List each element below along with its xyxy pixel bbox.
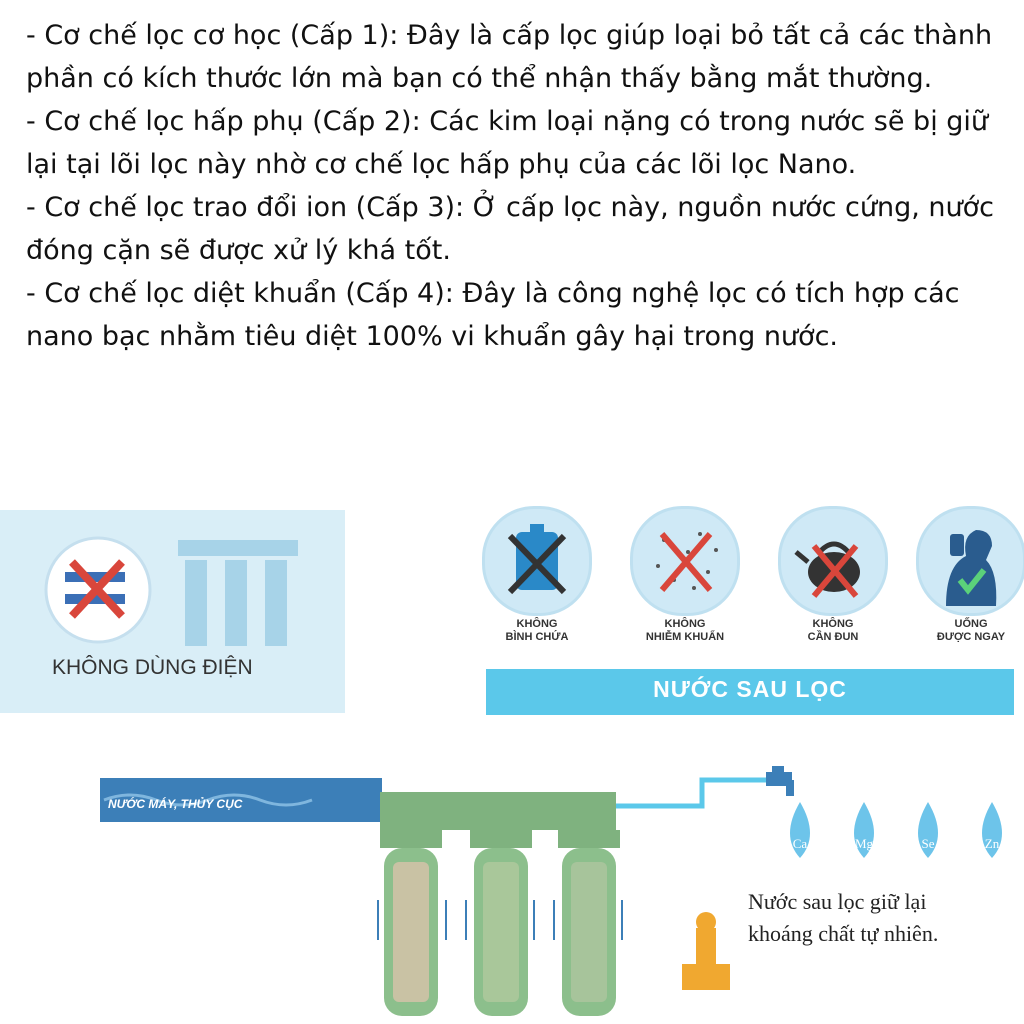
mineral-ca: Ca xyxy=(792,836,808,851)
filter-manifold xyxy=(380,792,616,830)
no-power-illustration xyxy=(0,510,345,713)
paragraph-antibacterial: - Cơ chế lọc diệt khuẩn (Cấp 4): Đây là công nghệ lọc có tích hợp các nano bạc nhằm tiêu diệt 100% vi khuẩn gây hại trong nước. xyxy=(26,278,960,352)
water-bottle-icon xyxy=(482,506,592,616)
after-filter-label: NƯỚC SAU LỌC xyxy=(653,676,847,702)
kettle-icon xyxy=(778,506,888,616)
paragraph-ion-exchange: - Cơ chế lọc trao đổi ion (Cấp 3): Ở cấp lọc này, nguồn nước cứng, nước đóng cặn sẽ được xử lý khá tốt. xyxy=(26,192,995,266)
paragraph-adsorption: - Cơ chế lọc hấp phụ (Cấp 2): Các kim loại nặng có trong nước sẽ bị giữ lại tại lõi lọc này nhờ cơ chế lọc hấp phụ của các lõi lọc Nano. xyxy=(26,106,989,180)
filter-housing-3 xyxy=(558,830,620,1016)
faucet-icon xyxy=(766,766,794,796)
filter-housing-1 xyxy=(380,830,442,1016)
filter-columns-graphic xyxy=(178,540,298,646)
benefit-label-2: KHÔNG NHIỄM KHUẨN xyxy=(645,618,725,643)
caption-line-1: Nước sau lọc giữ lại xyxy=(748,889,927,914)
outlet-pipe xyxy=(616,780,778,806)
bacteria-icon xyxy=(630,506,740,616)
mineral-se: Se xyxy=(921,836,935,851)
caption xyxy=(748,886,938,950)
benefit-label-4: UỐNG ĐƯỢC NGAY xyxy=(936,618,1006,643)
paragraph-mechanical: - Cơ chế lọc cơ học (Cấp 1): Đây là cấp lọc giúp loại bỏ tất cả các thành phần có kích thước lớn mà bạn có thể nhận thấy bằng mắt thường. xyxy=(26,20,993,94)
mineral-mg: Mg xyxy=(854,836,874,851)
no-power-label: KHÔNG DÙNG ĐIỆN xyxy=(52,656,253,679)
benefit-label-1: KHÔNG BÌNH CHỨA xyxy=(505,618,569,643)
pipe-label: NƯỚC MÁY, THỦY CỤC xyxy=(108,797,243,811)
filter-housing-2 xyxy=(470,830,532,1016)
mineral-drops xyxy=(790,802,1002,858)
benefit-label-3: KHÔNG CẦN ĐUN xyxy=(807,618,859,643)
mineral-zn: Zn xyxy=(984,836,1000,851)
text-content xyxy=(26,14,1016,358)
caption-line-2: khoáng chất tự nhiên. xyxy=(748,921,939,946)
drinking-person-icon xyxy=(916,506,1024,616)
stamp-icon xyxy=(682,912,730,990)
